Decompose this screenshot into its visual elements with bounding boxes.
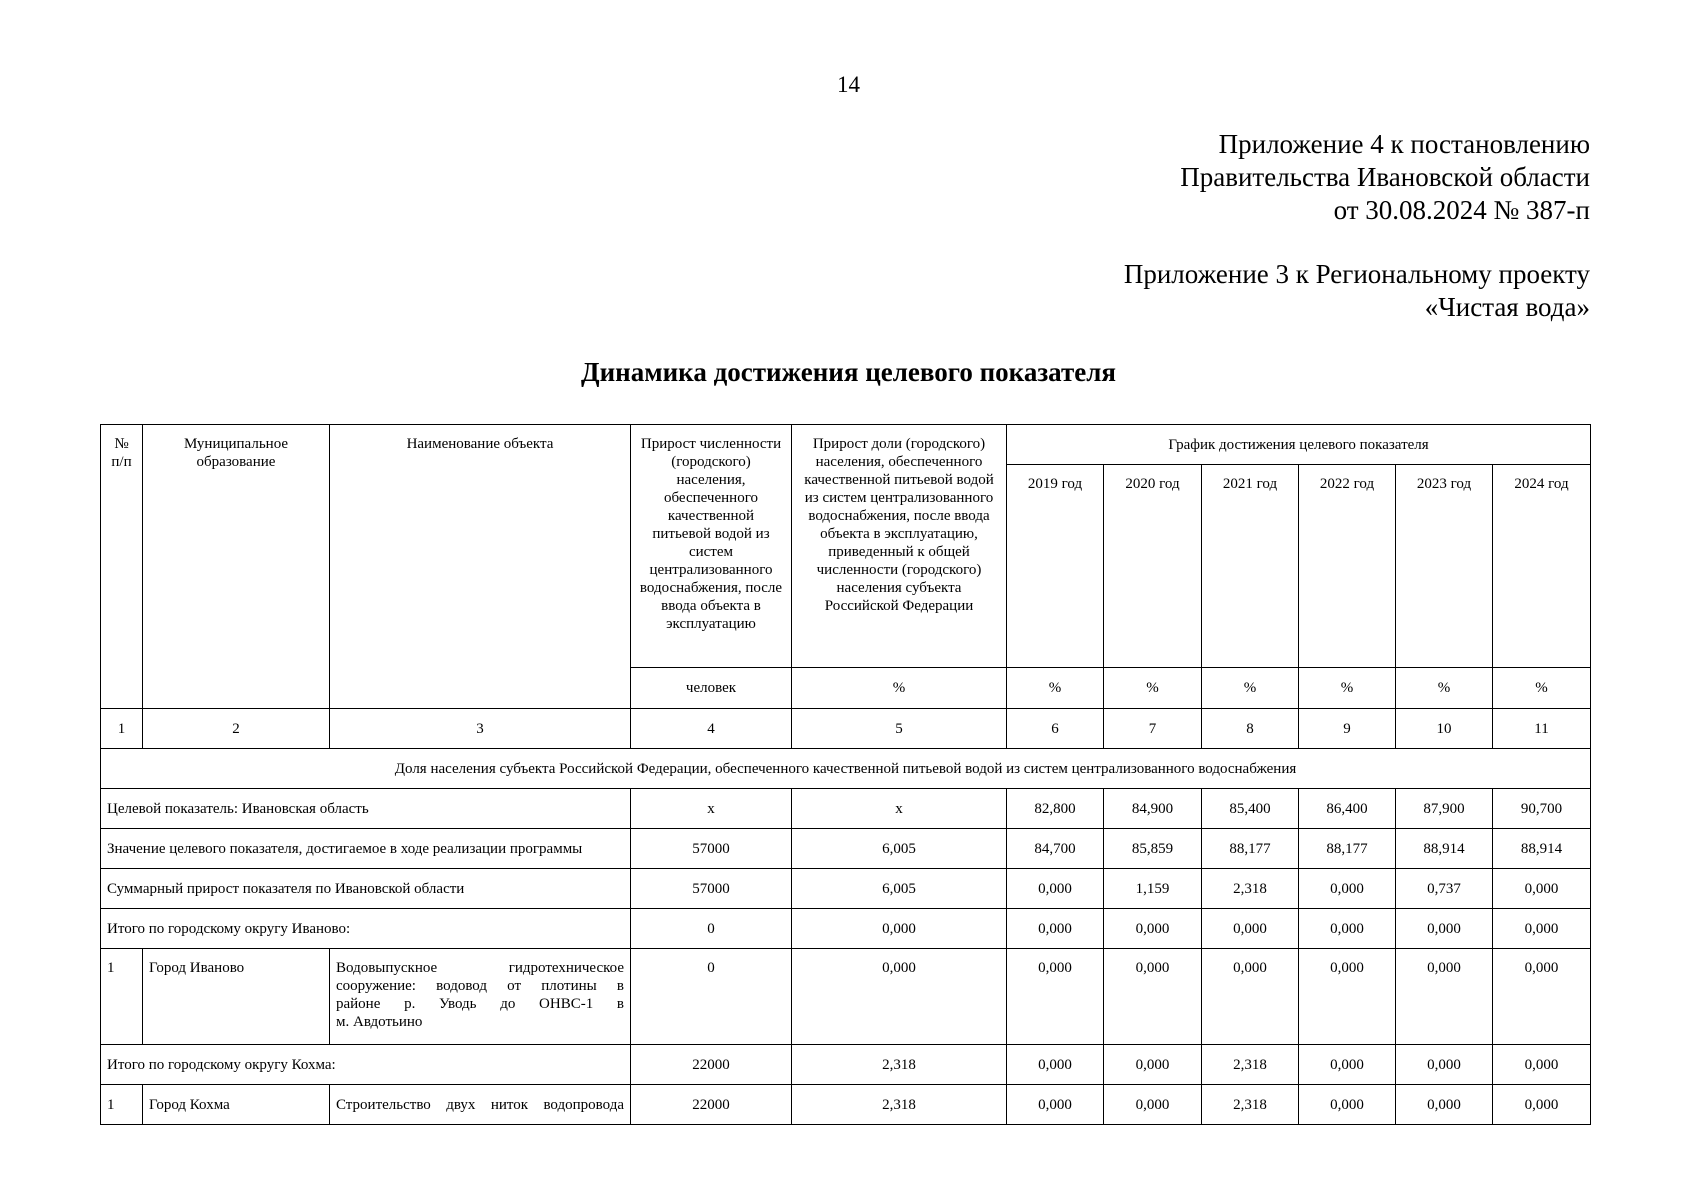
value-cell: 84,700: [1007, 829, 1104, 869]
appendix-reference-resolution: [1180, 128, 1590, 227]
value-cell: 0,000: [1007, 949, 1104, 1045]
column-number: 3: [330, 709, 631, 749]
row-label: Итого по городскому округу Кохма:: [101, 1045, 631, 1085]
column-number: 5: [792, 709, 1007, 749]
target-indicator-table: [100, 424, 1591, 1125]
share-cell: х: [792, 789, 1007, 829]
population-cell: 22000: [631, 1085, 792, 1125]
value-cell: 0,000: [1104, 949, 1202, 1045]
column-number: 8: [1202, 709, 1299, 749]
column-number: 7: [1104, 709, 1202, 749]
appendix-line: «Чистая вода»: [1424, 292, 1590, 322]
column-number: 6: [1007, 709, 1104, 749]
value-cell: 0,000: [1493, 949, 1591, 1045]
value-cell: 0,000: [1299, 1085, 1396, 1125]
value-cell: 2,318: [1202, 1045, 1299, 1085]
population-cell: 0: [631, 949, 792, 1045]
unit-cell: %: [1396, 668, 1493, 709]
population-cell: 0: [631, 909, 792, 949]
municipality-cell: Город Иваново: [143, 949, 330, 1045]
value-cell: 84,900: [1104, 789, 1202, 829]
value-cell: 0,000: [1493, 909, 1591, 949]
row-label: Итого по городскому округу Иваново:: [101, 909, 631, 949]
value-cell: 87,900: [1396, 789, 1493, 829]
column-number: 4: [631, 709, 792, 749]
header-growth-population: Прирост численности (городского) населения, обеспеченного качественной питьевой водой из систем централизованного водоснабжения, после ввода объекта в эксплуатацию: [631, 425, 792, 668]
value-cell: 0,000: [1104, 909, 1202, 949]
object-name-line: Водовыпускное гидротехническое: [336, 960, 624, 976]
header-growth-share: Прирост доли (городского) населения, обеспеченного качественной питьевой водой из систем централизованного водоснабжения, после ввода объекта в эксплуатацию, приведенный к общей численности (городского) населения субъекта Российской Федерации: [792, 425, 1007, 668]
share-cell: 0,000: [792, 949, 1007, 1045]
district-total-row: [101, 909, 1591, 949]
column-numbers-row: [101, 709, 1591, 749]
header-year: 2022 год: [1299, 465, 1396, 668]
value-cell: 0,000: [1396, 949, 1493, 1045]
value-cell: 88,914: [1396, 829, 1493, 869]
value-cell: 0,000: [1493, 1045, 1591, 1085]
value-cell: 0,000: [1299, 869, 1396, 909]
share-cell: 6,005: [792, 869, 1007, 909]
row-label: Целевой показатель: Ивановская область: [101, 789, 631, 829]
object-row: [101, 1085, 1591, 1125]
row-label: Значение целевого показателя, достигаемое в ходе реализации программы: [101, 829, 631, 869]
object-name-cell: Строительство двух ниток водопровода: [330, 1085, 631, 1125]
value-cell: 0,000: [1007, 869, 1104, 909]
header-row: [101, 425, 1591, 465]
municipality-cell: Город Кохма: [143, 1085, 330, 1125]
row-label: Суммарный прирост показателя по Ивановской области: [101, 869, 631, 909]
header-num: № п/п: [101, 425, 143, 709]
object-row: [101, 949, 1591, 1045]
header-year: 2024 год: [1493, 465, 1591, 668]
column-number: 9: [1299, 709, 1396, 749]
column-number: 10: [1396, 709, 1493, 749]
header-year: 2021 год: [1202, 465, 1299, 668]
appendix-line: Приложение 4 к постановлению: [1218, 129, 1590, 159]
value-cell: 0,000: [1299, 1045, 1396, 1085]
header-year: 2023 год: [1396, 465, 1493, 668]
value-cell: 88,177: [1299, 829, 1396, 869]
value-cell: 85,400: [1202, 789, 1299, 829]
column-number: 2: [143, 709, 330, 749]
value-cell: 85,859: [1104, 829, 1202, 869]
row-number: 1: [101, 949, 143, 1045]
value-cell: 0,737: [1396, 869, 1493, 909]
population-cell: х: [631, 789, 792, 829]
section-title: Доля населения субъекта Российской Федерации, обеспеченного качественной питьевой водой из систем централизованного водоснабжения: [101, 749, 1591, 789]
value-cell: 88,914: [1493, 829, 1591, 869]
page-number: 14: [837, 72, 860, 97]
population-cell: 57000: [631, 869, 792, 909]
share-cell: 0,000: [792, 909, 1007, 949]
share-cell: 2,318: [792, 1085, 1007, 1125]
header-municipality: Муниципальное образование: [143, 425, 330, 709]
unit-cell: %: [1299, 668, 1396, 709]
header-schedule: График достижения целевого показателя: [1007, 425, 1591, 465]
column-number: 1: [101, 709, 143, 749]
value-cell: 0,000: [1202, 949, 1299, 1045]
population-cell: 57000: [631, 829, 792, 869]
object-name-cell: [330, 949, 631, 1045]
share-cell: 2,318: [792, 1045, 1007, 1085]
value-cell: 0,000: [1493, 869, 1591, 909]
population-cell: 22000: [631, 1045, 792, 1085]
value-cell: 0,000: [1299, 949, 1396, 1045]
unit-cell: %: [1007, 668, 1104, 709]
value-cell: 82,800: [1007, 789, 1104, 829]
appendix-line: Приложение 3 к Региональному проекту: [1123, 259, 1590, 289]
value-cell: 0,000: [1299, 909, 1396, 949]
value-cell: 0,000: [1104, 1085, 1202, 1125]
appendix-reference-project: [1124, 258, 1590, 324]
value-cell: 0,000: [1007, 909, 1104, 949]
value-cell: 1,159: [1104, 869, 1202, 909]
header-year: 2019 год: [1007, 465, 1104, 668]
object-name-line: м. Авдотьино: [336, 1014, 423, 1030]
value-cell: 0,000: [1007, 1085, 1104, 1125]
table-row: [101, 829, 1591, 869]
row-number: 1: [101, 1085, 143, 1125]
table-row: [101, 789, 1591, 829]
share-cell: 6,005: [792, 829, 1007, 869]
appendix-line: Правительства Ивановской области: [1180, 162, 1590, 192]
column-number: 11: [1493, 709, 1591, 749]
section-title-row: [101, 749, 1591, 789]
value-cell: 90,700: [1493, 789, 1591, 829]
value-cell: 86,400: [1299, 789, 1396, 829]
unit-cell: человек: [631, 668, 792, 709]
value-cell: 0,000: [1396, 1085, 1493, 1125]
header-object: Наименование объекта: [330, 425, 631, 709]
table-row: [101, 869, 1591, 909]
value-cell: 0,000: [1202, 909, 1299, 949]
unit-cell: %: [1202, 668, 1299, 709]
value-cell: 0,000: [1104, 1045, 1202, 1085]
value-cell: 0,000: [1396, 909, 1493, 949]
unit-cell: %: [1493, 668, 1591, 709]
object-name-line: сооружение: водовод от плотины в: [336, 978, 624, 994]
value-cell: 0,000: [1493, 1085, 1591, 1125]
object-name-line: районе р. Уводь до ОНВС-1 в: [336, 996, 624, 1012]
value-cell: 0,000: [1396, 1045, 1493, 1085]
value-cell: 0,000: [1007, 1045, 1104, 1085]
document-title: Динамика достижения целевого показателя: [581, 357, 1116, 387]
header-year: 2020 год: [1104, 465, 1202, 668]
value-cell: 88,177: [1202, 829, 1299, 869]
value-cell: 2,318: [1202, 1085, 1299, 1125]
district-total-row: [101, 1045, 1591, 1085]
appendix-line: от 30.08.2024 № 387-п: [1333, 195, 1590, 225]
value-cell: 2,318: [1202, 869, 1299, 909]
unit-cell: %: [792, 668, 1007, 709]
unit-cell: %: [1104, 668, 1202, 709]
